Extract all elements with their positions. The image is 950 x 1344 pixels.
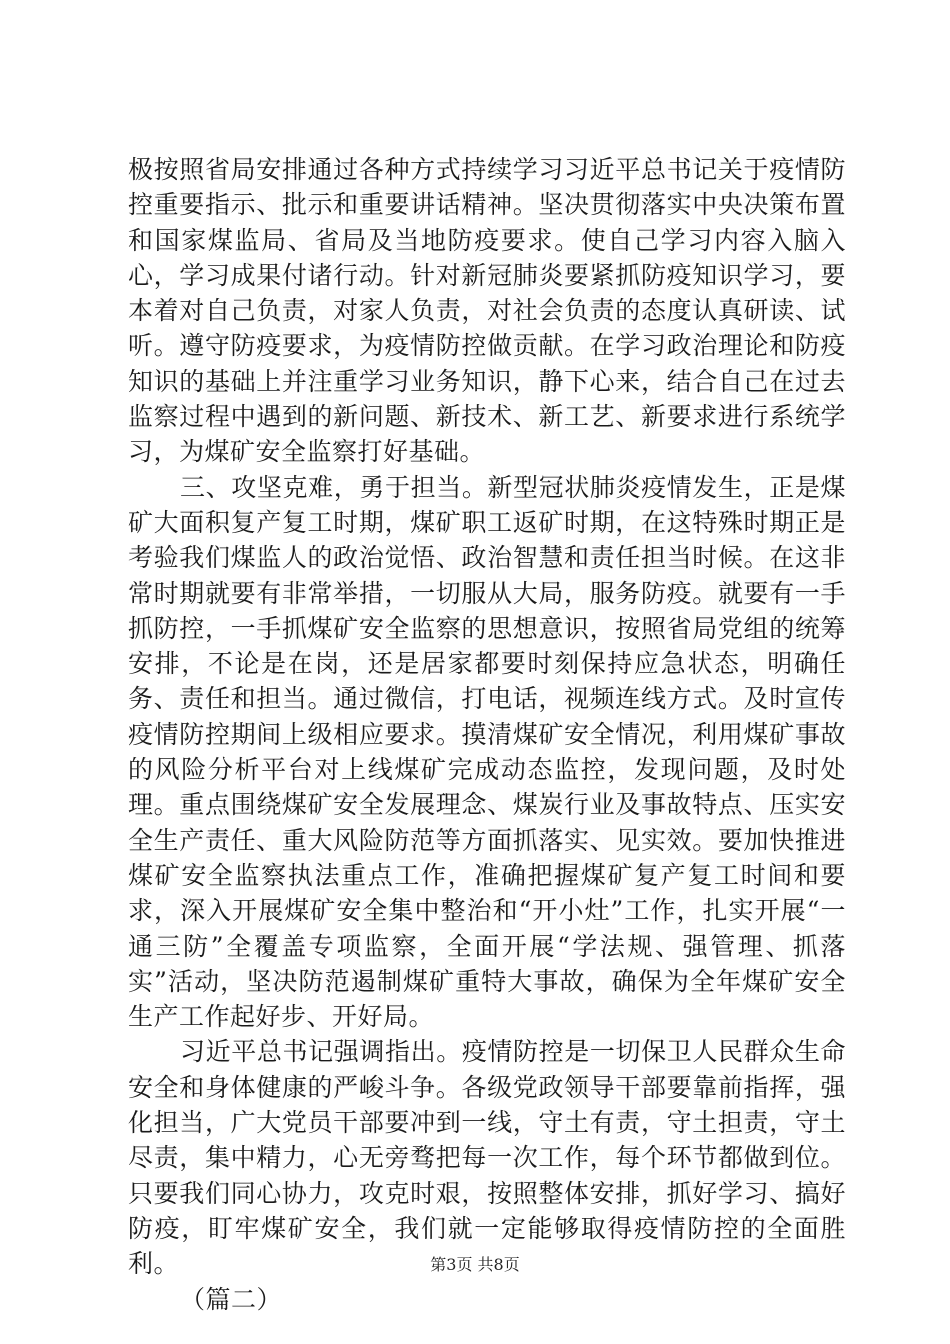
page-number-footer: 第3页 共8页 bbox=[430, 1255, 520, 1274]
section-heading-part-two: （篇二） bbox=[180, 1284, 283, 1314]
document-body bbox=[128, 152, 846, 1317]
body-paragraph-2: 三、攻坚克难，勇于担当。新型冠状肺炎疫情发生，正是煤矿大面积复产复工时期，煤矿职工返矿时期，在这特殊时期正是考验我们煤监人的政治觉悟、政治智慧和责任担当时候。在这非常时期就要有非常举措，一切服从大局，服务防疫。就要有一手抓防控，一手抓煤矿安全监察的思想意识，按照省局党组的统筹安排，不论是在岗，还是居家都要时刻保持应急状态，明确任务、责任和担当。通过微信，打电话，视频连线方式。及时宣传疫情防控期间上级相应要求。摸清煤矿安全情况，利用煤矿事故的风险分析平台对上线煤矿完成动态监控，发现问题，及时处理。重点围绕煤矿安全发展理念、煤炭行业及事故特点、压实安全生产责任、重大风险防范等方面抓落实、见实效。要加快推进煤矿安全监察执法重点工作，准确把握煤矿复产复工时间和要求，深入开展煤矿安全集中整治和“开小灶”工作，扎实开展“一通三防”全覆盖专项监察，全面开展“学法规、强管理、抓落实”活动，坚决防范遏制煤矿重特大事故，确保为全年煤矿安全生产工作起好步、开好局。 bbox=[128, 472, 846, 1032]
body-paragraph-1: 极按照省局安排通过各种方式持续学习习近平总书记关于疫情防控重要指示、批示和重要讲话精神。坚决贯彻落实中央决策布置和国家煤监局、省局及当地防疫要求。使自己学习内容入脑入心，学习成果付诸行动。针对新冠肺炎要紧抓防疫知识学习，要本着对自己负责，对家人负责，对社会负责的态度认真研读、试听。遵守防疫要求，为疫情防控做贡献。在学习政治理论和防疫知识的基础上并注重学习业务知识，静下心来，结合自己在过去监察过程中遇到的新问题、新技术、新工艺、新要求进行系统学习，为煤矿安全监察打好基础。 bbox=[128, 155, 846, 467]
body-paragraph-3: 习近平总书记强调指出。疫情防控是一切保卫人民群众生命安全和身体健康的严峻斗争。各级党政领导干部要靠前指挥，强化担当，广大党员干部要冲到一线，守土有责，守土担责，守土尽责，集中精力，心无旁骛把每一次工作，每个环节都做到位。只要我们同心协力，攻克时艰，按照整体安排，抓好学习、搞好防疫，盯牢煤矿安全，我们就一定能够取得疫情防控的全面胜利。 bbox=[128, 1037, 846, 1279]
